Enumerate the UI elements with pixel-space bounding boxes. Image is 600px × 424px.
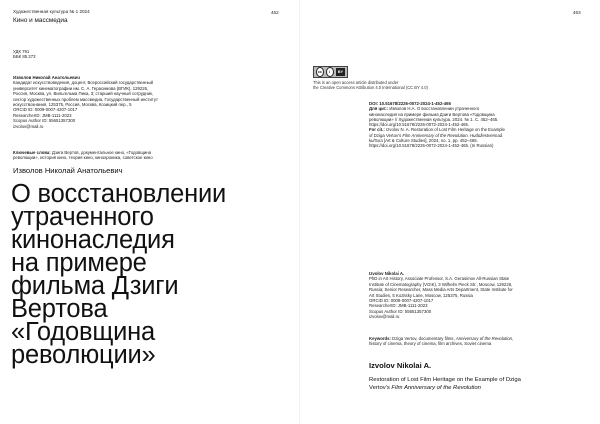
cc-logo-icon: cc	[316, 67, 324, 77]
title-line: Vertov's	[369, 385, 392, 391]
keywords-text: ,	[511, 336, 514, 341]
author-info-line: Institute of Cinematography (VGIK), 3 Wilhelm Pieck Str., Moscow, 129226,	[369, 281, 513, 287]
title-line: Вертова	[11, 295, 108, 323]
right-page	[300, 0, 600, 424]
cite-ru-doi-link[interactable]: https://doi.org/10.51678/2226-0072-2024-1-452-465.	[369, 122, 470, 128]
cite-en-journal: kul'tura	[369, 138, 383, 144]
orcid-line: ORCID ID: 0009-0007-4207-1017	[369, 298, 434, 304]
cite-ru-text: кинонаследия на примере фильма Дзиги Вертова «Годовщина	[369, 111, 495, 117]
title-line: революции»	[11, 341, 156, 369]
keywords-label: Ключевые слова:	[13, 150, 51, 155]
article-title-en	[369, 376, 569, 392]
article-title-ru	[11, 180, 296, 369]
researcherid-line: ResearcherID: JMB-1111-2023	[13, 112, 72, 118]
author-info-en	[369, 271, 559, 320]
cite-ru-text: революции» // Художественная культура. 2024. № 1. С. 452–465.	[369, 116, 499, 122]
scopus-line: Scopus Author ID: 55651357300	[13, 118, 76, 124]
title-line: Restoration of Lost Film Heritage on the Example of Dziga	[369, 377, 521, 383]
title-line: О восстановлении	[11, 180, 227, 208]
citation-metadata	[369, 101, 559, 149]
cite-en-doi-link[interactable]: https://doi.org/10.51678/2226-0072-2024-1-452-465. (In Russian)	[369, 143, 494, 149]
author-info-line: Кандидат искусствоведения, доцент, Всероссийский государственный	[13, 80, 154, 86]
title-line: кинонаследия	[11, 226, 175, 254]
author-info-line: Art Studies, 5 Kozitsky Lane, Moscow, 125375, Russia	[369, 292, 473, 298]
udc-code: УДК 791	[13, 49, 30, 54]
classification-codes	[13, 49, 35, 60]
author-info-line: университет кинематографии им. С. А. Герасимова (ВГИК), 129226,	[13, 85, 149, 91]
author-name-large-en: Izvolov Nikolai A.	[369, 361, 432, 370]
keywords-film-title: Anniversary of the Revolution	[455, 336, 512, 341]
author-info-line: PhD in Art History, Associate Professor, S.A. Gerasimov All-Russian State	[369, 276, 510, 282]
author-name-large: Изволов Николай Анатольевич	[13, 166, 123, 175]
keywords-text: history of cinema, theory of cinema, film archives, Soviet cinema	[369, 341, 492, 347]
scopus-line: Scopus Author ID: 55651357300	[369, 308, 432, 314]
keywords-text: Дзига Вертов, документальное кино, «Годовщина	[50, 150, 152, 155]
cite-ru-label: Для цит.:	[369, 106, 389, 112]
cc-by-license-badge[interactable]	[313, 66, 348, 78]
keywords-text: Dziga Vertov, documentary films,	[390, 336, 456, 341]
page-number-right: 463	[573, 10, 581, 15]
orcid-line: ORCID ID: 0009-0007-4207-1017	[13, 107, 78, 113]
author-info-ru	[13, 75, 235, 129]
cite-en-film-title: Film Anniversary of the Revolution. Hudožestvennaâ	[402, 132, 503, 138]
author-name-en: Izvolov Nikolai A.	[369, 271, 405, 276]
doi-link[interactable]: DOI: 10.51678/2226-0072-2024-1-452-465	[369, 101, 451, 106]
title-line: утраченного	[11, 203, 154, 231]
license-statement	[313, 80, 513, 90]
cite-en-text: Izvolov N. A. Restoration of Lost Film Heritage on the Example	[384, 127, 505, 133]
researcherid-line: ResearcherID: JMB-1111-2023	[369, 303, 428, 309]
author-info-line: искусствознания, 125375, Россия, Москва, Козицкий пер., 5	[13, 102, 132, 108]
keywords-label: Keywords:	[369, 336, 391, 341]
attribution-icon: i	[326, 67, 334, 77]
title-line: на примере	[11, 249, 147, 277]
title-line: фильма Дзиги	[11, 272, 179, 300]
keywords-en	[369, 336, 559, 347]
author-info-line: сектор художественных проблем массмедиа, Государственный институт	[13, 96, 158, 102]
running-header-section: Кино и массмедиа	[13, 17, 68, 24]
author-info-line: Россия, Москва, ул. Вильгельма Пика, 3; старший научный сотрудник,	[13, 91, 154, 97]
cite-en-label: For cit.:	[369, 127, 385, 133]
cite-en-text: [Art & Culture Studies], 2024, no. 1, pp. 452–465.	[382, 138, 478, 144]
bbk-code: ББК 85.373	[13, 54, 36, 60]
title-line: «Годовщина	[11, 318, 156, 346]
author-info-line: Russia; Senior Researcher, Mass Media Arts Department, State Institute for	[369, 287, 513, 293]
keywords-text: революции», история кино, теория кино, кинохроника, советское кино	[13, 155, 153, 161]
page-number-left: 462	[271, 10, 279, 15]
email-link[interactable]: izvolov@mail.ru	[369, 314, 400, 320]
license-line: the Creative Commons Attribution 4.0 International (CC BY 4.0)	[313, 85, 428, 91]
cite-en-text: of Dziga Vertov's	[369, 132, 403, 138]
email-link[interactable]: izvolov@mail.ru	[13, 123, 44, 129]
cc-by-label: BY	[337, 70, 343, 74]
author-name-ru: Изволов Николай Анатольевич	[13, 75, 80, 80]
title-film-name: Film Anniversary of the Revolution	[391, 385, 481, 391]
cite-ru-text: Изволов Н.А. О восстановлении утраченного	[388, 106, 480, 112]
license-line: This is an open access article distributed under	[313, 80, 399, 85]
keywords-ru	[13, 150, 235, 161]
running-header-journal: Художественная культура № 1 2024	[13, 9, 90, 14]
